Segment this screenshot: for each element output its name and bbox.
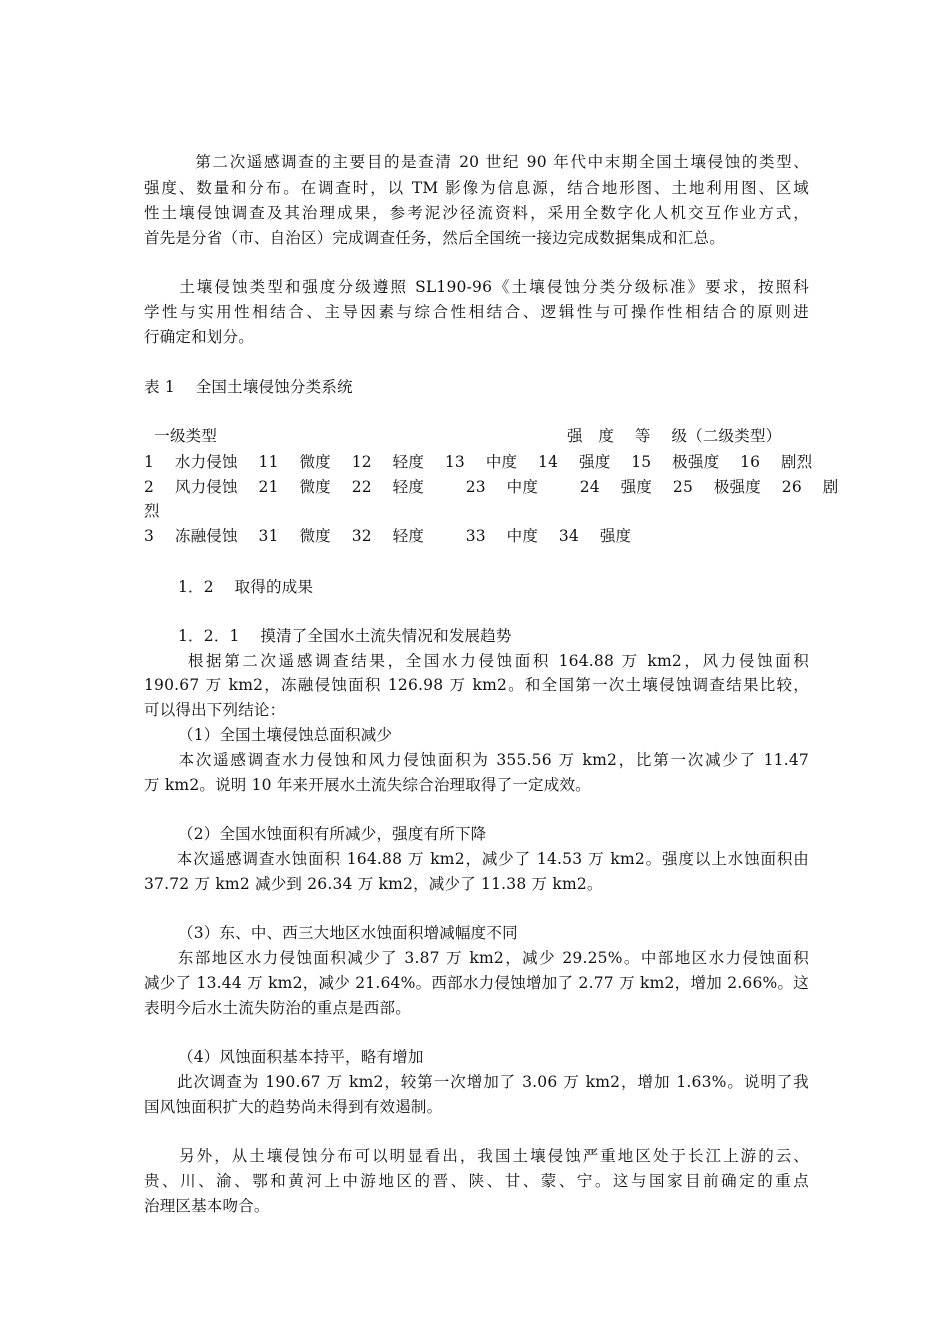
paragraph-line: 本次遥感调查水蚀面积 164.88 万 km2，减少了 14.53 万 km2。强度以上水蚀面积由 [144, 850, 809, 868]
paragraph-line: 此次调查为 190.67 万 km2，较第一次增加了 3.06 万 km2，增加 1.63%。说明了我 [144, 1073, 809, 1091]
item-heading: （1）全国土壤侵蚀总面积减少 [178, 726, 393, 744]
paragraph-line: 减少了 13.44 万 km2，减少 21.64%。西部水力侵蚀增加了 2.77 万 km2，增加 2.66%。这 [144, 974, 809, 992]
table-row: 1 水力侵蚀 11 微度 12 轻度 13 中度 14 强度 15 极强度 16 剧烈 [144, 453, 813, 471]
paragraph-line: 行确定和划分。 [144, 328, 254, 346]
item-heading: （3）东、中、西三大地区水蚀面积增减幅度不同 [178, 924, 518, 942]
subsection-heading: 1．2．1 摸清了全国水土流失情况和发展趋势 [178, 627, 512, 645]
table-row: 2 风力侵蚀 21 微度 22 轻度 23 中度 24 强度 25 极强度 26 剧 [144, 478, 839, 496]
paragraph-line: 另外，从土壤侵蚀分布可以明显看出，我国土壤侵蚀严重地区处于长江上游的云、 [144, 1147, 809, 1165]
paragraph-line: 治理区基本吻合。 [144, 1197, 270, 1215]
paragraph-line: 贵、川、渝、鄂和黄河上中游地区的晋、陕、甘、蒙、宁。这与国家目前确定的重点 [144, 1172, 809, 1190]
paragraph-line: 37.72 万 km2 减少到 26.34 万 km2，减少了 11.38 万 km2。 [144, 875, 603, 893]
paragraph-line: 可以得出下列结论： [144, 701, 286, 719]
paragraph-line: 首先是分省（市、自治区）完成调查任务，然后全国统一接边完成数据集成和汇总。 [144, 229, 725, 247]
paragraph-line: 190.67 万 km2，冻融侵蚀面积 126.98 万 km2。和全国第一次土壤侵蚀调查结果比较， [144, 676, 809, 694]
table-header-right: 强 度 等 级（二级类型） [567, 427, 782, 445]
table-row: 烈 [144, 502, 160, 520]
section-heading: 1．2 取得的成果 [178, 578, 314, 596]
paragraph-line: 东部地区水力侵蚀面积减少了 3.87 万 km2，减少 29.25%。中部地区水力侵蚀面积 [144, 949, 809, 967]
paragraph-line: 强度、数量和分布。在调查时，以 TM 影像为信息源，结合地形图、土地利用图、区域 [144, 179, 809, 197]
table-row: 3 冻融侵蚀 31 微度 32 轻度 33 中度 34 强度 [144, 527, 632, 545]
paragraph-line: 性土壤侵蚀调查及其治理成果，参考泥沙径流资料，采用全数字化人机交互作业方式， [144, 204, 809, 222]
paragraph-line: 表明今后水土流失防治的重点是西部。 [144, 999, 411, 1017]
paragraph-line: 土壤侵蚀类型和强度分级遵照 SL190-96《土壤侵蚀分类分级标准》要求，按照科 [144, 278, 809, 296]
paragraph-line: 国风蚀面积扩大的趋势尚未得到有效遏制。 [144, 1098, 443, 1116]
paragraph-line: 根据第二次遥感调查结果，全国水力侵蚀面积 164.88 万 km2，风力侵蚀面积 [144, 652, 809, 670]
table-caption: 表 1 全国土壤侵蚀分类系统 [144, 378, 353, 396]
paragraph-line: 本次遥感调查水力侵蚀和风力侵蚀面积为 355.56 万 km2，比第一次减少了 11.47 [144, 751, 809, 769]
item-heading: （4）风蚀面积基本持平，略有增加 [178, 1048, 424, 1066]
item-heading: （2）全国水蚀面积有所减少，强度有所下降 [178, 825, 487, 843]
table-header-left: 一级类型 [144, 427, 218, 445]
paragraph-line: 万 km2。说明 10 年来开展水土流失综合治理取得了一定成效。 [144, 776, 591, 794]
paragraph-line: 第二次遥感调查的主要目的是查清 20 世纪 90 年代中末期全国土壤侵蚀的类型、 [144, 153, 809, 171]
paragraph-line: 学性与实用性相结合、主导因素与综合性相结合、逻辑性与可操作性相结合的原则进 [144, 303, 809, 321]
